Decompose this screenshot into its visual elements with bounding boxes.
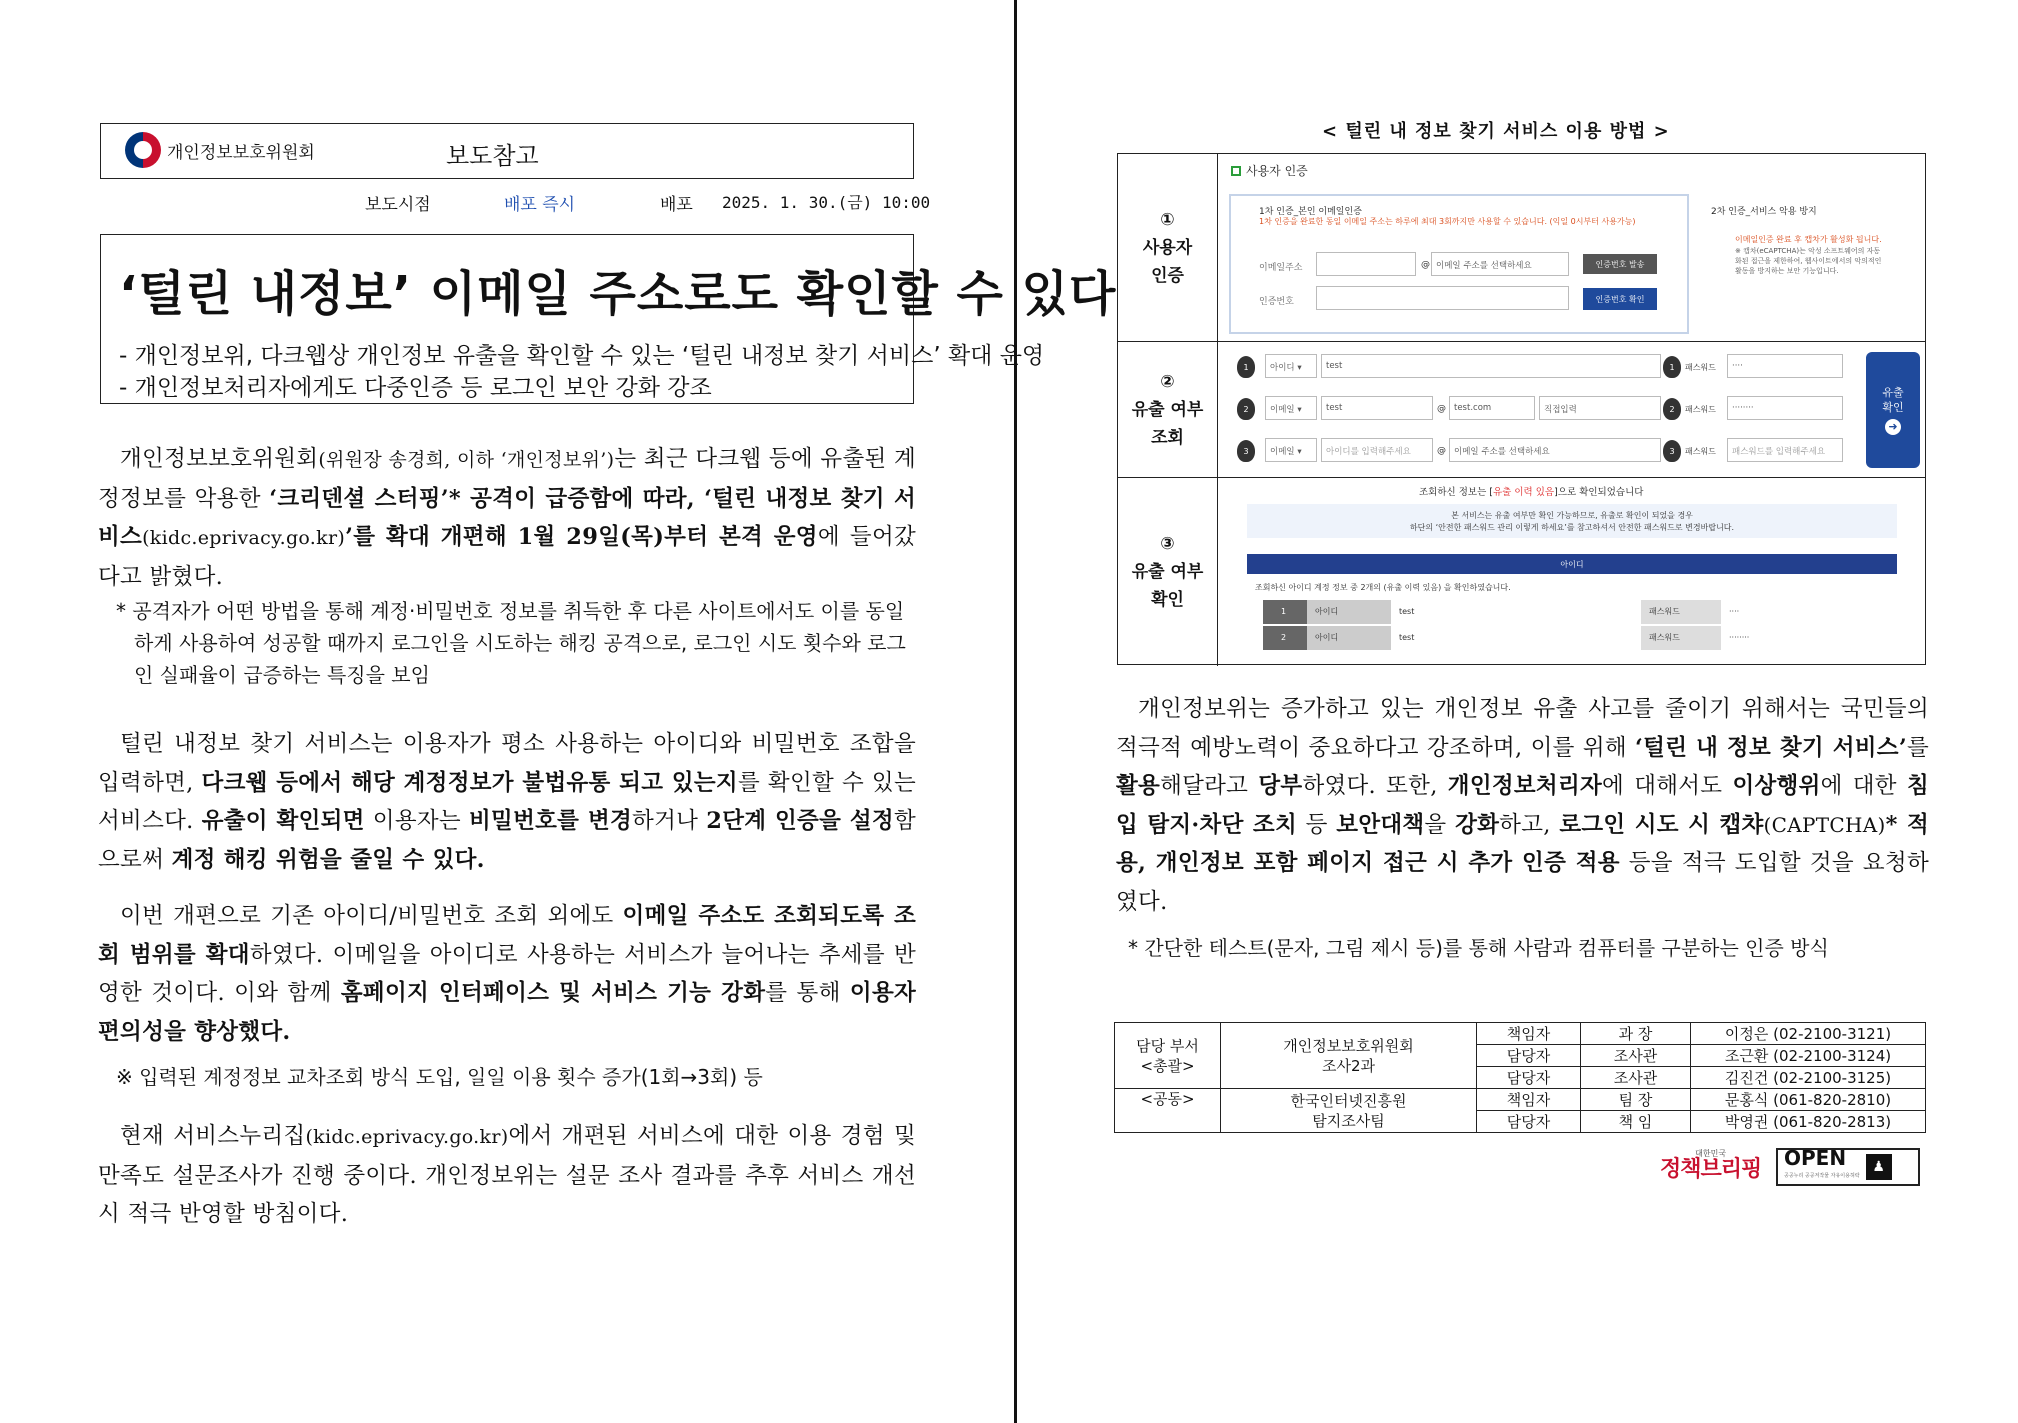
shield-1b-icon: 1 [1663, 356, 1681, 378]
org2-cell: 한국인터넷진흥원 탐지조사팀 [1221, 1089, 1477, 1133]
shield-2-icon: 2 [1237, 398, 1255, 420]
pw-label-3: 패스워드 [1685, 447, 1716, 456]
result-row [1263, 600, 1883, 624]
result-cell: 2 [1263, 626, 1307, 650]
pw-label-2: 패스워드 [1685, 405, 1716, 414]
at-sign: @ [1437, 404, 1446, 414]
secondary-auth-desc: 이메일인증 완료 후 캡차가 활성화 됩니다. [1735, 235, 1882, 244]
open-license-logo [1776, 1148, 1920, 1186]
email-label: 이메일주소 [1259, 263, 1303, 273]
domain-select-2[interactable]: 직접입력 [1539, 396, 1661, 420]
table-row [1115, 1089, 1926, 1111]
primary-auth-desc: 1차 인증을 완료한 동일 이메일 주소는 하루에 최대 3회까지만 사용할 수 있습니다. (익일 0시부터 사용가능) [1259, 217, 1636, 226]
table-row [1115, 1023, 1926, 1045]
code-label: 인증번호 [1259, 297, 1294, 307]
right-paragraph: 개인정보위는 증가하고 있는 개인정보 유출 사고를 줄이기 위해서는 국민들의 적극적 예방노력이 중요하다고 강조하며, 이를 위해 ‘털린 내 정보 찾기 서비스’를 활용해달라고 당부하였다. 또한, 개인정보처리자에 대해서도 이상행위에 대한 침입 탐지·차단 조치 등 보안대책을 강화하고, 로그인 시도 시 캡챠(CAPTCHA)* 적용, 개인정보 포함 페이지 접근 시 추가 인증 적용 등을 적극 도입할 것을 요청하였다. [1116, 696, 1930, 915]
arrow-right-icon: ➜ [1885, 419, 1901, 435]
type-select-3[interactable]: 이메일 ▾ [1265, 438, 1317, 462]
email-input[interactable] [1316, 252, 1416, 276]
email-domain-input-2[interactable]: test.com [1449, 396, 1535, 420]
shield-3b-icon: 3 [1663, 440, 1681, 462]
contact-cell: 조근환 (02-2100-3124) [1691, 1045, 1926, 1067]
result-cell: test [1391, 626, 1641, 650]
brand-name: 정책브리핑 [1660, 1157, 1762, 1182]
pw-input-1[interactable]: ···· [1727, 354, 1843, 378]
guide-screenshot-table [1117, 153, 1926, 665]
policy-briefing-logo [1660, 1148, 1761, 1181]
result-cell: 아이디 [1307, 600, 1391, 624]
email-id-input-2[interactable]: test [1321, 396, 1433, 420]
org-logo [125, 132, 315, 168]
at-sign: @ [1437, 446, 1446, 456]
role-cell: 담당자 [1477, 1111, 1581, 1133]
contact-cell: 김진건 (02-2100-3125) [1691, 1067, 1926, 1089]
email-id-input-3[interactable]: 아이디를 입력해주세요 [1321, 438, 1433, 462]
info-line-2: 하단의 ‘안전한 패스워드 관리 이렇게 하세요’를 참고하셔서 안전한 패스워드로 변경바랍니다. [1409, 523, 1735, 532]
result-summary: 조회하신 아이디 계정 정보 중 2개의 (유출 이력 있음) 을 확인하였습니다. [1255, 583, 1511, 592]
guide-section-result [1118, 478, 1925, 666]
paragraph-2: 털린 내정보 찾기 서비스는 이용자가 평소 사용하는 아이디와 비밀번호 조합을 입력하면, 다크웹 등에서 해당 계정정보가 불법유통 되고 있는지를 확인할 수 있는 서비스다. 유출이 확인되면 이용자는 비밀번호를 변경하거나 2단계 인증을 설정함으로써 계정 해킹 위험을 줄일 수 있다. [98, 731, 917, 873]
title-box [100, 234, 1117, 404]
pw-input-3[interactable]: 패스워드를 입력해주세요 [1727, 438, 1843, 462]
release-value: 배포 즉시 [504, 195, 576, 215]
auth-panel [1219, 154, 1925, 341]
paragraph-3: 이번 개편으로 기존 아이디/비밀번호 조회 외에도 이메일 주소도 조회되도록 조회 범위를 확대하였다. 이메일을 아이디로 사용하는 서비스가 늘어나는 추세를 반영한 것이다. 이와 함께 홈페이지 인터페이스 및 서비스 기능 강화를 통해 이용자 편의성을 향상했다. [98, 903, 917, 1045]
guide-title: < 털린 내 정보 찾기 서비스 이용 방법 > [1322, 121, 1670, 142]
contact-cell: 문홍식 (061-820-2810) [1691, 1089, 1926, 1111]
type-select-2[interactable]: 이메일 ▾ [1265, 396, 1317, 420]
org-name: 개인정보보호위원회 [167, 142, 315, 163]
section-label: ② 유출 여부 조회 [1118, 342, 1218, 477]
shield-2b-icon: 2 [1663, 398, 1681, 420]
title-cell: 조사관 [1581, 1045, 1691, 1067]
dept-cell: 담당 부서 <총괄> [1115, 1023, 1221, 1089]
footnote-credential-stuffing: * 공격자가 어떤 방법을 통해 계정·비밀번호 정보를 취득한 후 다른 사이트에서도 이를 동일하게 사용하여 성공할 때까지 로그인을 시도하는 해킹 공격으로, 로그인 시도 횟수와 로그인 실패율이 급증하는 특징을 보임 [116, 599, 906, 687]
subheadline-1: - 개인정보위, 다크웹상 개인정보 유출을 확인할 수 있는 ‘털린 내정보 찾기 서비스’ 확대 운영 [119, 343, 1045, 369]
paragraph-4: 현재 서비스누리집(kidc.eprivacy.go.kr)에서 개편된 서비스에 대한 이용 경험 및 만족도 설문조사가 진행 중이다. 개인정보위는 설문 조사 결과를 추후 서비스 개선 시 적극 반영할 방침이다. [98, 1123, 916, 1227]
confirm-code-button[interactable]: 인증번호 확인 [1583, 288, 1657, 310]
result-cell: ···· [1721, 600, 1883, 624]
dist-label: 배포 [660, 195, 693, 215]
section-label: ③ 유출 여부 확인 [1118, 478, 1218, 666]
title-cell: 조사관 [1581, 1067, 1691, 1089]
leak-check-button[interactable]: 유출 확인 ➜ [1866, 352, 1920, 468]
result-cell: ········ [1721, 626, 1883, 650]
title-cell: 책 임 [1581, 1111, 1691, 1133]
result-cell: 패스워드 [1641, 626, 1721, 650]
email-domain-select[interactable]: 이메일 주소를 선택하세요 [1431, 252, 1569, 276]
contact-cell: 박영권 (061-820-2813) [1691, 1111, 1926, 1133]
paragraph-1: 개인정보보호위원회(위원장 송경희, 이하 ‘개인정보위’)는 최근 다크웹 등에 유출된 계정정보를 악용한 ‘크리덴셜 스터핑’* 공격이 급증함에 따라, ‘털린 내정보 찾기 서비스(kidc.eprivacy.go.kr)’를 확대 개편해 1월 29일(목)부터 본격 운영에 들어갔다고 밝혔다. [98, 446, 917, 590]
pw-input-2[interactable]: ········ [1727, 396, 1843, 420]
person-icon: ♟ [1866, 1154, 1892, 1180]
send-code-button[interactable]: 인증번호 발송 [1583, 254, 1657, 274]
role-cell: 책임자 [1477, 1089, 1581, 1111]
green-square-icon [1231, 166, 1241, 176]
open-mark: OPEN [1784, 1146, 1847, 1170]
primary-auth-title: 1차 인증_본인 이메일인증 [1259, 207, 1362, 217]
subheadline-2: - 개인정보처리자에게도 다중인증 등 로그인 보안 강화 강조 [119, 375, 712, 401]
captcha-note: ※ 캡차(eCAPTCHA)는 악성 소프트웨어의 자동화된 접근을 제한하여, 웹사이트에서의 악의적인 활동을 방지하는 보안 기능입니다. [1735, 247, 1882, 275]
role-cell: 담당자 [1477, 1067, 1581, 1089]
primary-auth-box [1229, 194, 1689, 334]
note-changes: ※ 입력된 계정정보 교차조회 방식 도입, 일일 이용 횟수 증가(1회→3회) 등 [116, 1065, 763, 1089]
info-line-1: 본 서비스는 유출 여부만 확인 가능하므로, 유출로 확인이 되었을 경우 [1451, 511, 1693, 520]
guide-section-auth [1118, 154, 1925, 342]
release-label: 보도시점 [365, 195, 431, 215]
domain-select-3[interactable]: 이메일 주소를 선택하세요 [1449, 438, 1661, 462]
contact-table [1114, 1022, 1926, 1133]
id-input-1[interactable]: test [1321, 354, 1661, 378]
result-cell: 1 [1263, 600, 1307, 624]
result-cell: 아이디 [1307, 626, 1391, 650]
type-select-1[interactable]: 아이디 ▾ [1265, 354, 1317, 378]
guide-section-lookup [1118, 342, 1925, 478]
result-tab-bar[interactable]: 아이디 [1247, 554, 1897, 574]
org1-cell: 개인정보보호위원회 조사2과 [1221, 1023, 1477, 1089]
doc-type: 보도참고 [446, 142, 539, 170]
page-divider [1014, 0, 1017, 1423]
secondary-auth-title: 2차 인증_서비스 악용 방지 [1711, 207, 1817, 217]
brand-small: 대한민국 [1695, 1149, 1727, 1158]
pw-label-1: 패스워드 [1685, 363, 1716, 372]
secondary-auth-box [1695, 194, 1917, 334]
captcha-footnote: * 간단한 테스트(문자, 그림 제시 등)를 통해 사람과 컴퓨터를 구분하는 인증 방식 [1128, 936, 1829, 960]
role-cell: 담당자 [1477, 1045, 1581, 1067]
code-input[interactable] [1316, 286, 1569, 310]
shield-1-icon: 1 [1237, 356, 1255, 378]
dist-date: 2025. 1. 30.(금) 10:00 [722, 193, 931, 212]
result-cell: test [1391, 600, 1641, 624]
joint-cell: <공동> [1115, 1089, 1221, 1133]
open-text [1784, 1146, 1860, 1185]
taegeuk-emblem-icon [125, 132, 161, 168]
section-label: ① 사용자 인증 [1118, 154, 1218, 341]
result-message: 조회하신 정보는 [유출 이력 있음]으로 확인되었습니다 [1419, 487, 1644, 498]
title-cell: 팀 장 [1581, 1089, 1691, 1111]
auth-heading: 사용자 인증 [1231, 162, 1308, 179]
shield-3-icon: 3 [1237, 440, 1255, 462]
headline: ‘털린 내정보’ 이메일 주소로도 확인할 수 있다 [119, 266, 1117, 322]
title-cell: 과 장 [1581, 1023, 1691, 1045]
info-box [1247, 504, 1897, 538]
result-cell: 패스워드 [1641, 600, 1721, 624]
lookup-panel [1219, 342, 1925, 477]
result-row [1263, 626, 1883, 650]
open-sub: 공공누리 공공저작물 자유이용허락 [1784, 1173, 1860, 1179]
result-panel [1219, 478, 1925, 666]
at-sign: @ [1421, 260, 1430, 270]
header-box [100, 123, 914, 179]
contact-cell: 이정은 (02-2100-3121) [1691, 1023, 1926, 1045]
role-cell: 책임자 [1477, 1023, 1581, 1045]
